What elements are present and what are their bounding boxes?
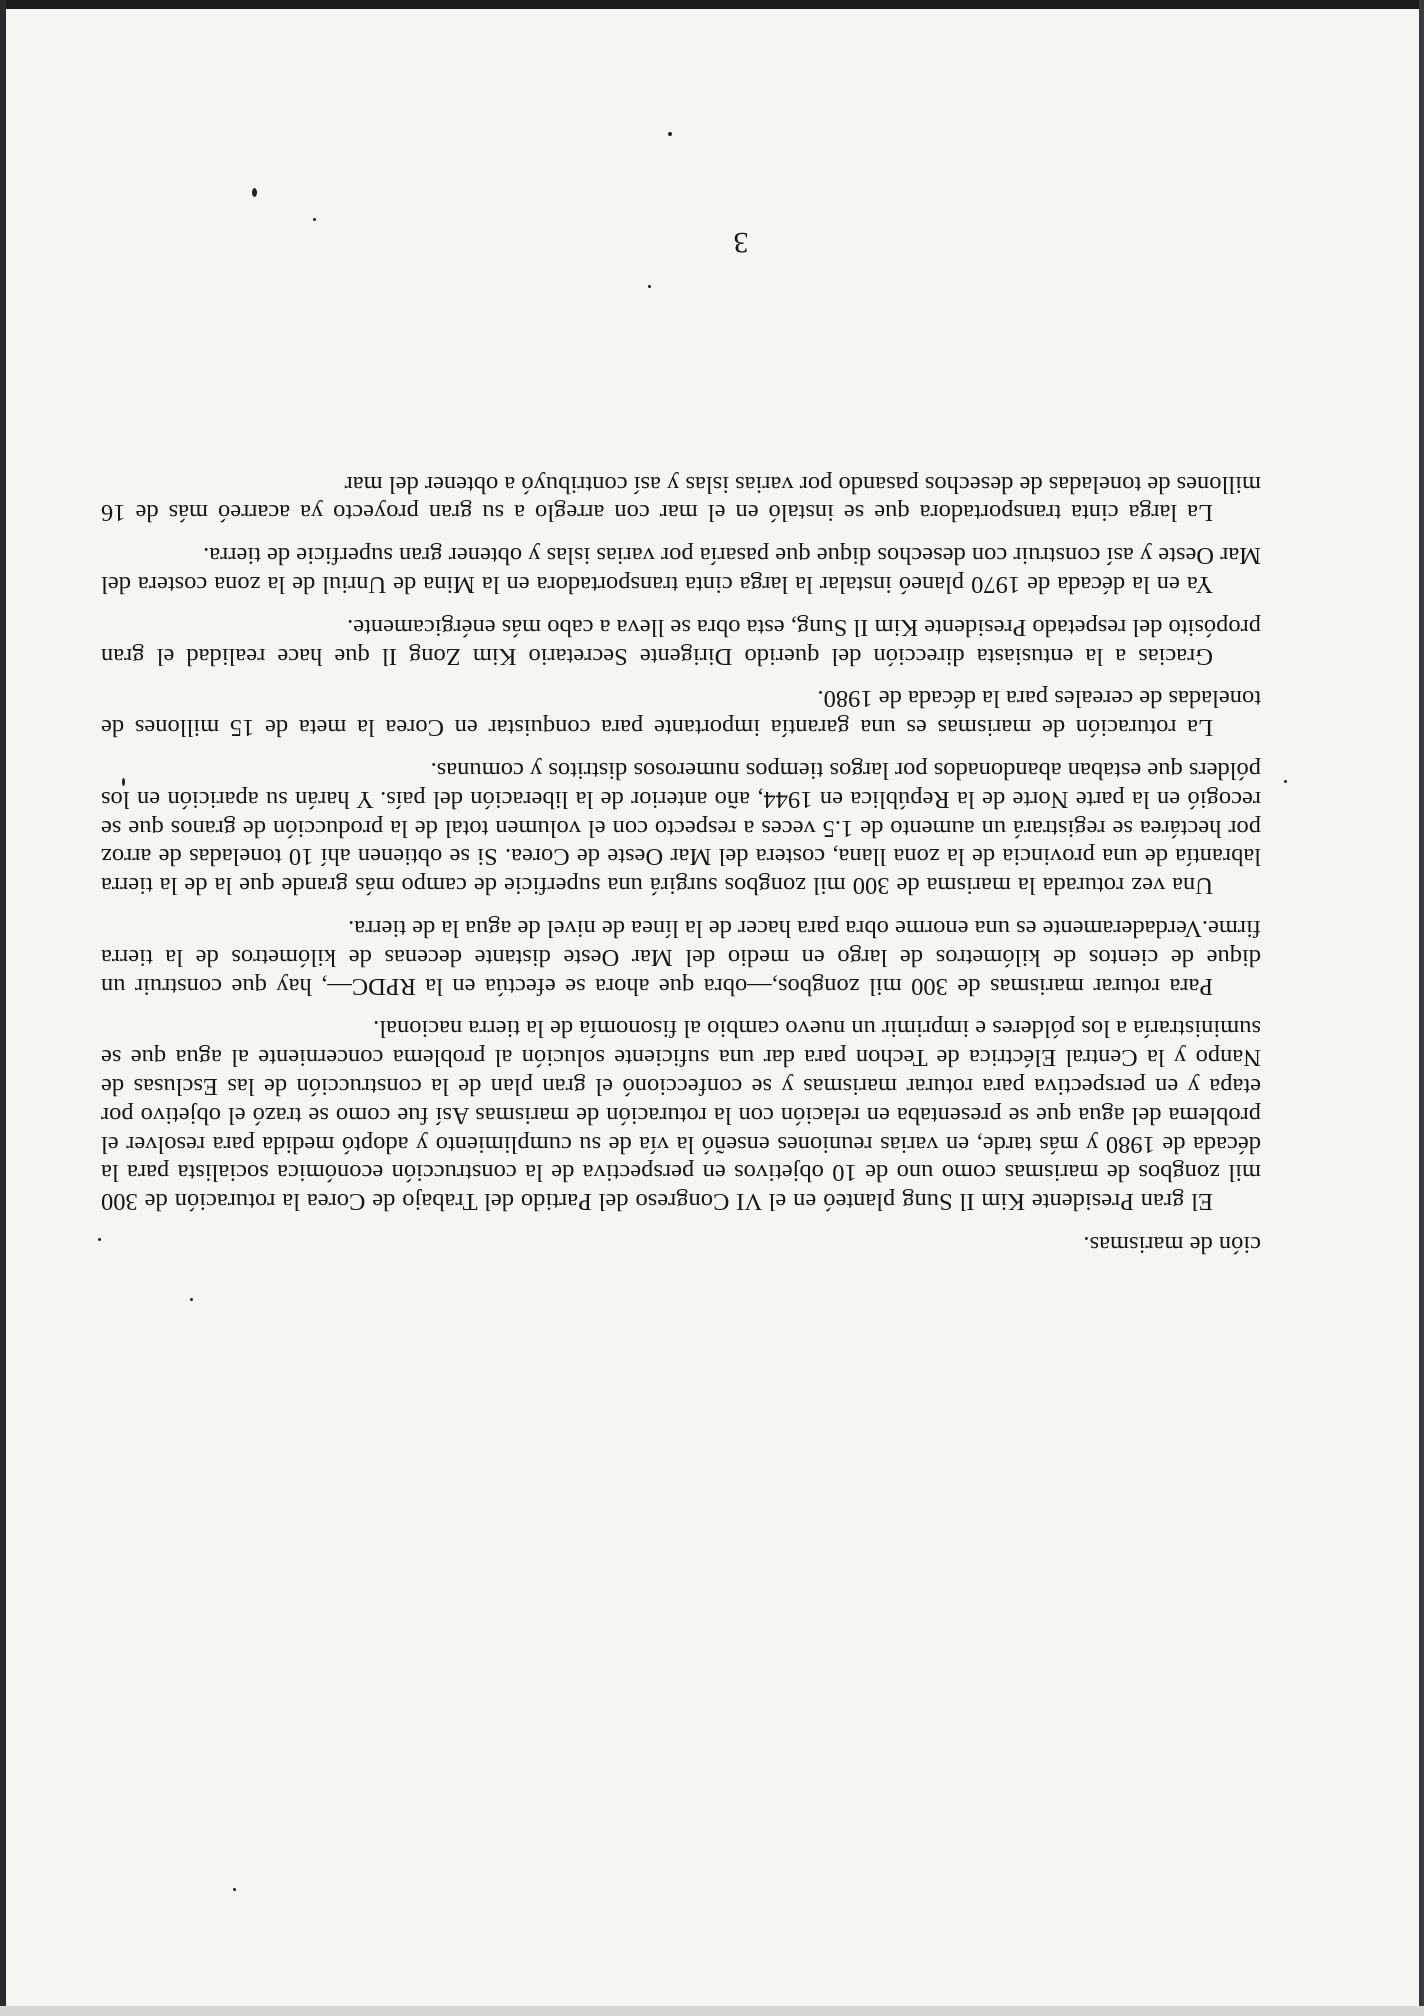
paragraph: Gracias a la entusiasta dirección del querido Dirigente Secretario Kim Zong Il que hace realidad el gran propósito del respetado Presidente Kim Il Sung, esta obra se lleva a cabo más enérgicamente. [101,613,1261,670]
page-number: 3 [733,226,749,259]
paragraph: La roturación de marismas es una garantía importante para conquistar en Corea la meta de 15 millones de toneladas de cereales para la década de 1980. [101,685,1261,742]
paragraph: Para roturar marismas de 300 mil zongbos,—obra que ahora se efectúa en la RPDC—, hay que construir un dique de cientos de kilómetros de largo en medio del Mar Oeste distante decenas de kilómetros de la tierra firme.Verdaderamente es una enorme obra para hacer de la línea de nivel de agua la de tierra. [101,915,1261,1000]
scan-speck [648,285,651,288]
scan-speck [668,132,672,136]
scan-speck [252,188,257,197]
paragraph: Una vez roturada la marisma de 300 mil zongbos surgirá una superficie de campo más grande que la de la tierra labrantía de una provincia de la zona llana, costera del Mar Oeste de Corea. Si se obtienen ahí 10 toneladas de arroz por hectárea se registrará un aumento de 1.5 veces a respecto con el volumen total de la producción de granos que se recogió en la parte Norte de la República en 1944, año anterior de la liberación del país. Y harán su aparición en los pólders que estaban abandonados por largos tiempos numerosos distritos y comunas. [101,757,1261,900]
scan-speck [233,1888,236,1891]
paragraph: Ya en la década de 1970 planeó instalar la larga cinta transportadora en la Mina de Unriul de la zona costera del Mar Oeste y así construir con desechos dique que pasaría por varias islas y obtener gran superficie de tierra. [101,542,1261,599]
paragraph: ción de marismas. [1083,1231,1261,1258]
paragraph: El gran Presidente Kim Il Sung planteó en el VI Congreso del Partido del Trabajo de Corea la roturación de 300 mil zongbos de marismas como uno de 10 objetivos en perspectiva de la construcción económica socialista para la década de 1980 y más tarde, en varias reuniones enseñó la vía de su cumplimiento y adoptó medida para resolver el problema del agua que se presentaba en relación con la roturación de marismas Así fue como se trazó el objetivo por etapa y en perspectiva para roturar marismas y se confeccionó el gran plan de la construcción de las Esclusas de Nanpo y la Central Eléctrica de Techon para dar una suficiente solución al problema concerniente al agua que se suministraría a los pólderes e imprimir un nuevo cambio al fisonomía de la tierra nacional. [101,1015,1261,1216]
scan-speck [313,218,316,221]
paragraph: La larga cinta transportadora que se instaló en el mar con arreglo a su gran proyecto ya acarreó más de 16 millones de toneladas de desechos pasando por varias islas y así contribuyó a obtener del mar [101,470,1261,527]
scan-speck [190,1298,193,1301]
body-text [101,455,1261,1258]
scan-speck [122,778,125,786]
scan-speck [1284,780,1287,783]
scan-speck [98,1238,101,1241]
